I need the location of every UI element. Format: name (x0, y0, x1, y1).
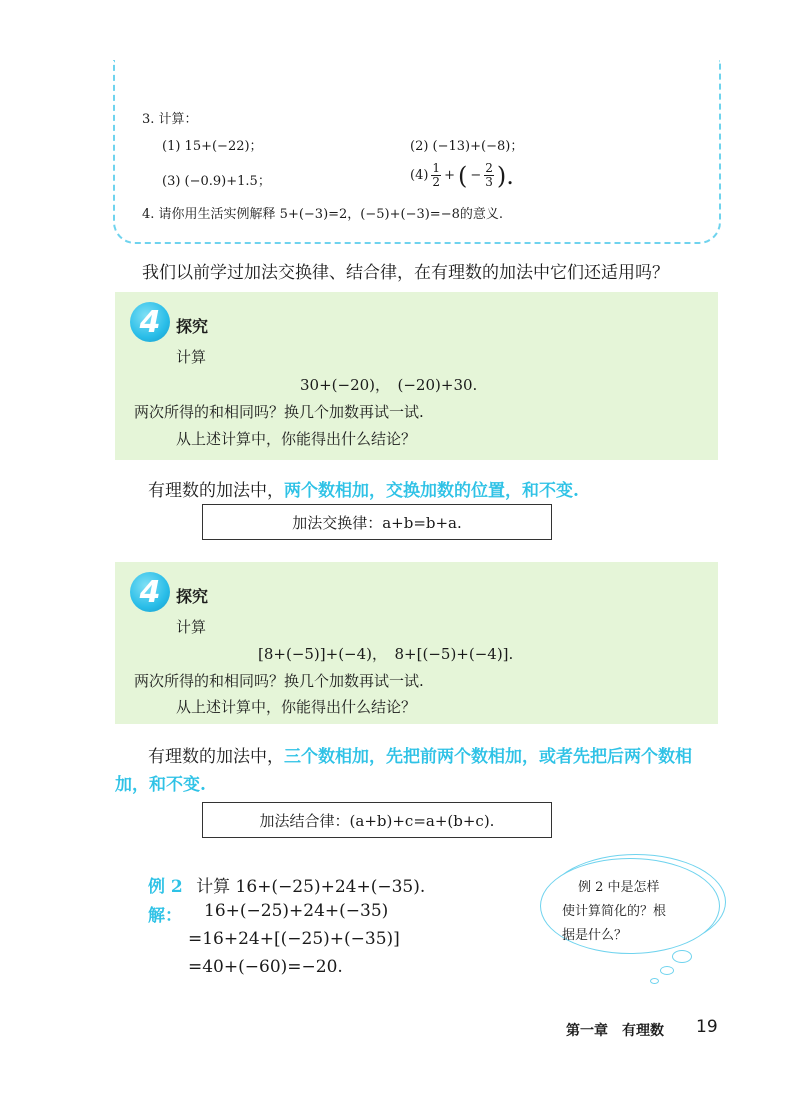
example-problem: 计算 16+(−25)+24+(−35). (196, 877, 426, 897)
solution-label: 解： (148, 906, 182, 926)
exercise-q3-item-2: (2) (−13)+(−8)； (410, 139, 524, 154)
associative-law: 加法结合律：(a+b)+c=a+(b+c). (259, 811, 495, 830)
intro-text: 我们以前学过加法交换律、结合律，在有理数的加法中它们还适用吗？ (142, 263, 669, 283)
explore-title-2: 探究 (176, 587, 209, 606)
explore2-compute: 计算 (176, 618, 207, 636)
exercise-q3-item-1: (1) 15+(−22)； (162, 139, 263, 154)
footer-chapter: 第一章 有理数 (566, 1023, 664, 1039)
explore-icon: 4 (130, 572, 170, 612)
solution-step-3: =40+(−60)=−20. (188, 957, 343, 977)
solution-step-2: =16+24+[(−25)+(−35)] (188, 929, 400, 949)
cloud-bubble-medium (660, 966, 674, 975)
plus-sign: + (444, 168, 455, 183)
solution-step-1: 16+(−25)+24+(−35) (204, 901, 389, 921)
commutative-highlight: 两个数相加，交换加数的位置，和不变. (284, 481, 579, 501)
associative-statement-line1 (148, 742, 692, 767)
associative-law-box (202, 802, 552, 838)
associative-highlight-2: 加，和不变. (115, 775, 206, 795)
page-number: 19 (696, 1017, 718, 1037)
exercise-q3-label: 3. 计算： (142, 112, 198, 127)
explore1-expression: 30+(−20)， (−20)+30. (300, 376, 478, 394)
fraction-one-half (431, 162, 441, 189)
cloud-line-1: 例 2 中是怎样 (578, 880, 660, 895)
left-paren: ( (457, 161, 468, 190)
commutative-prefix: 有理数的加法中， (148, 481, 284, 501)
minus-sign: − (470, 168, 482, 183)
associative-prefix: 有理数的加法中， (148, 747, 284, 767)
cloud-bubble-small (650, 978, 659, 984)
fraction-denominator: 3 (485, 175, 493, 189)
example-2 (148, 872, 425, 897)
explore-title-1: 探究 (176, 317, 209, 336)
explore2-expression: [8+(−5)]+(−4)， 8+[(−5)+(−4)]. (258, 645, 514, 663)
exercise-q4: 4. 请你用生活实例解释 5+(−3)=2，(−5)+(−3)=−8的意义. (142, 207, 503, 222)
cloud-bubble-large (672, 950, 692, 963)
cloud-line-3: 据是什么？ (562, 928, 628, 943)
fraction-numerator: 2 (485, 161, 493, 175)
example-label: 例 2 (148, 877, 183, 897)
fraction-two-thirds (484, 162, 494, 189)
commutative-statement (148, 476, 579, 501)
fraction-denominator: 2 (432, 175, 441, 189)
explore1-compute: 计算 (176, 348, 207, 366)
commutative-law: 加法交换律：a+b=b+a. (292, 513, 462, 532)
explore-icon: 4 (130, 302, 170, 342)
exercise-q3-item-3: (3) (−0.9)+1.5； (162, 174, 271, 189)
right-paren: ). (496, 161, 514, 190)
associative-highlight-1: 三个数相加，先把前两个数相加，或者先把后两个数相 (284, 747, 692, 767)
explore1-question-2: 从上述计算中，你能得出什么结论？ (176, 430, 417, 448)
explore1-question-1: 两次所得的和相同吗？换几个加数再试一试. (134, 403, 424, 421)
cloud-line-2: 使计算简化的？根 (562, 904, 667, 919)
explore2-question-1: 两次所得的和相同吗？换几个加数再试一试. (134, 672, 424, 690)
commutative-law-box (202, 504, 552, 540)
exercise-q3-item-4 (410, 162, 514, 189)
explore2-question-2: 从上述计算中，你能得出什么结论？ (176, 698, 417, 716)
fraction-numerator: 1 (432, 161, 441, 175)
item4-label: (4) (410, 168, 429, 183)
